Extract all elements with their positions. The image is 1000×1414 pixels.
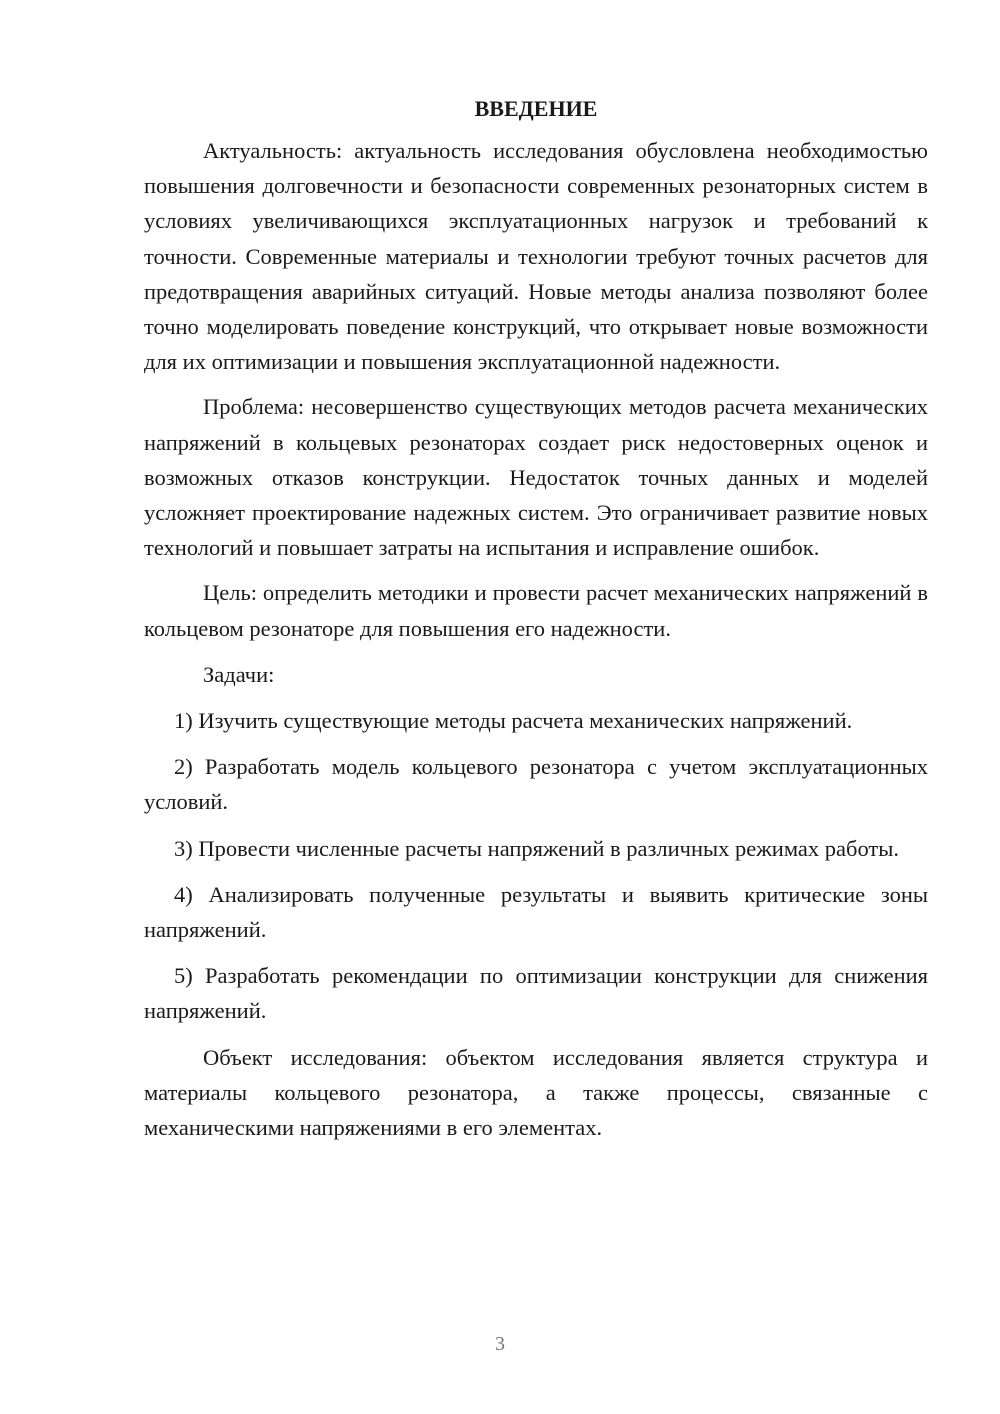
task-item-5: 5) Разработать рекомендации по оптимизации конструкции для снижения напряжений. — [144, 963, 928, 1024]
paragraph-object: Объект исследования: объектом исследования является структура и материалы кольцевого резонатора, а также процессы, связанные с механическими напряжениями в его элементах. — [144, 1044, 928, 1141]
paragraph-problem: Проблема: несовершенство существующих методов расчета механических напряжений в кольцевых резонаторах создает риск недостоверных оценок и возможных отказов конструкции. Недостаток точных данных и моделей усложняет проектирование надежных систем. Это ограничивает развитие новых технологий и повышает затраты на испытания и исправление ошибок. — [144, 394, 928, 561]
page-body — [144, 94, 928, 1145]
paragraph-goal: Цель: определить методики и провести расчет механических напряжений в кольцевом резонаторе для повышения его надежности. — [144, 580, 928, 641]
paragraph-relevance: Актуальность: актуальность исследования обусловлена необходимостью повышения долговечности и безопасности современных резонаторных систем в условиях увеличивающихся эксплуатационных нагрузок и требований к точности. Современные материалы и технологии требуют точных расчетов для предотвращения аварийных ситуаций. Новые методы анализа позволяют более точно моделировать поведение конструкций, что открывает новые возможности для их оптимизации и повышения эксплуатационной надежности. — [144, 138, 928, 375]
task-item-1: 1) Изучить существующие методы расчета механических напряжений. — [174, 708, 853, 734]
section-title: ВВЕДЕНИЕ — [474, 96, 598, 121]
task-item-2: 2) Разработать модель кольцевого резонатора с учетом эксплуатационных условий. — [144, 754, 928, 815]
tasks-heading: Задачи: — [203, 661, 275, 687]
task-item-3: 3) Провести численные расчеты напряжений в различных режимах работы. — [174, 835, 899, 861]
task-item-4: 4) Анализировать полученные результаты и выявить критические зоны напряжений. — [144, 881, 928, 943]
page-number: 3 — [495, 1333, 505, 1355]
